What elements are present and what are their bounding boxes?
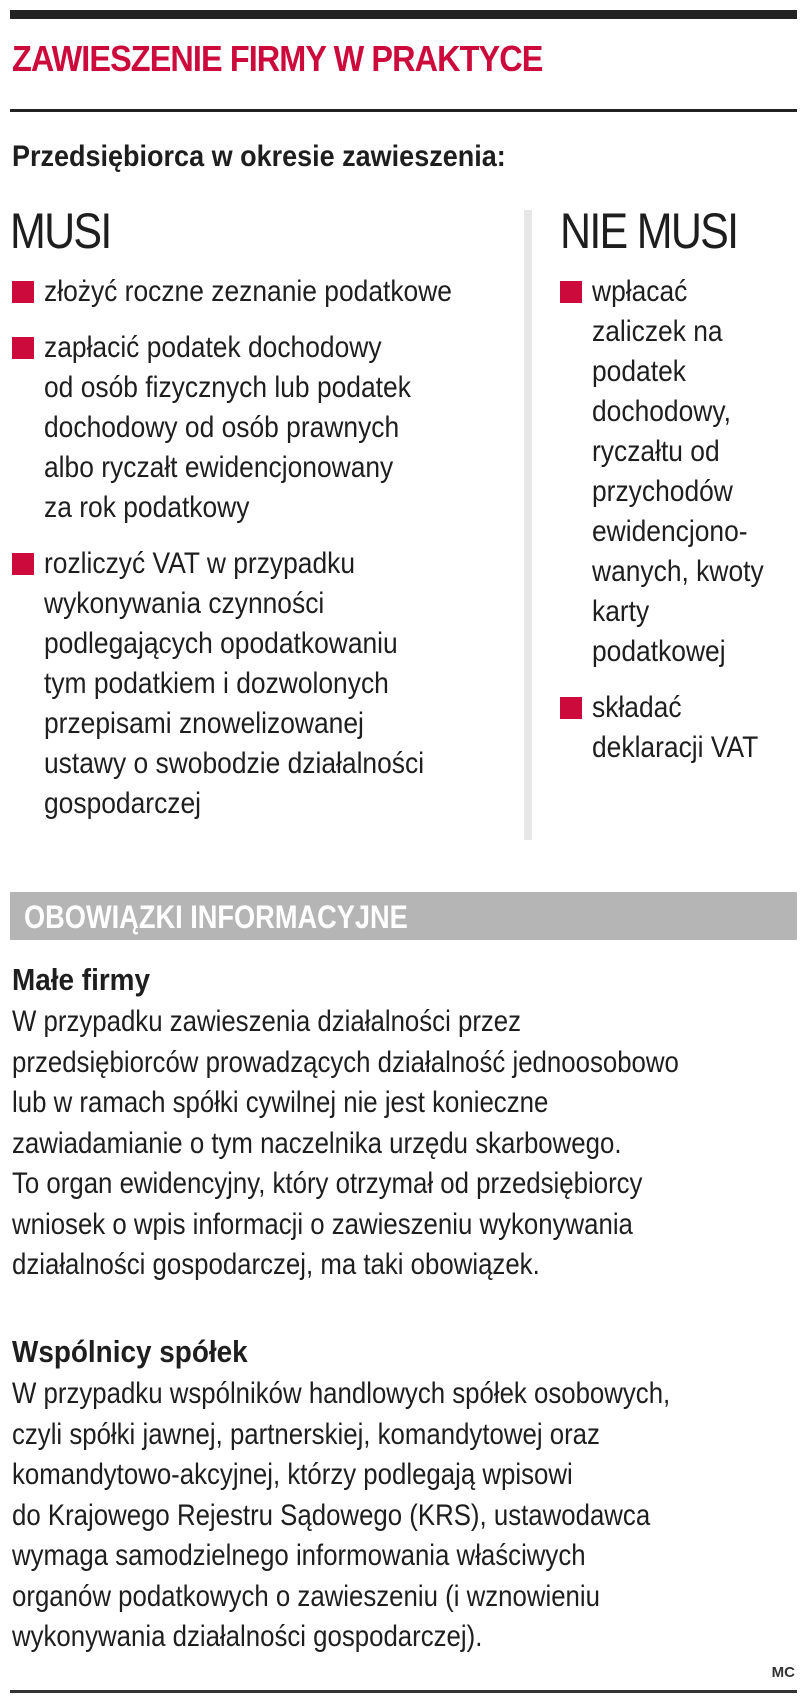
musi-list — [10, 272, 520, 840]
intro-text: Przedsiębiorca w okresie zawieszenia: — [12, 140, 506, 173]
author-credit: MC — [771, 1664, 795, 1681]
list-item-text: wpłacać zaliczek na podatek dochodowy, ryczałtu od przychodów ewidencjono- wanych, kwoty karty podatkowej — [592, 275, 764, 668]
list-item — [558, 272, 803, 672]
section-title: OBOWIĄZKI INFORMACYJNE — [24, 899, 408, 935]
list-item-text: złożyć roczne zeznanie podatkowe — [44, 275, 452, 308]
nie-musi-heading: NIE MUSI — [560, 203, 738, 259]
wspolnicy-title: Wspólnicy spółek — [12, 1334, 248, 1369]
square-bullet-icon — [560, 697, 582, 719]
male-firmy-title: Małe firmy — [12, 962, 151, 997]
list-item — [10, 328, 520, 528]
square-bullet-icon — [12, 553, 34, 575]
musi-heading: MUSI — [10, 203, 111, 259]
list-item-text: zapłacić podatek dochodowy od osób fizycznych lub podatek dochodowy od osób prawnych albo ryczałt ewidencjonowany za rok podatkowy — [44, 331, 411, 524]
nie-musi-list — [558, 272, 803, 784]
list-item-text: składać deklaracji VAT — [592, 691, 759, 764]
column-divider — [524, 210, 532, 840]
list-item — [10, 272, 520, 312]
wspolnicy-text: W przypadku wspólników handlowych spółek osobowych, czyli spółki jawnej, partnerskiej, komandytowej oraz komandytowo-akcyjnej, którzy podlegają wpisowi do Krajowego Rejestru Sądowego (KRS), ustawodawca wymaga samodzielnego informowania właściwych organów podatkowych o zawieszeniu (i wznowieniu wykonywania działalności gospodarczej). — [12, 1377, 671, 1653]
square-bullet-icon — [12, 281, 34, 303]
list-item — [558, 688, 803, 768]
top-rule — [10, 10, 797, 19]
bottom-rule — [10, 1690, 797, 1693]
list-item — [10, 544, 520, 824]
section-header-bar — [10, 892, 797, 940]
title-rule — [10, 109, 797, 112]
square-bullet-icon — [12, 337, 34, 359]
list-item-text: rozliczyć VAT w przypadku wykonywania czynności podlegających opodatkowaniu tym podatkiem i dozwolonych przepisami znowelizowanej ustawy o swobodzie działalności gospodarczej — [44, 547, 425, 820]
square-bullet-icon — [560, 281, 582, 303]
page-title: ZAWIESZENIE FIRMY W PRAKTYCE — [12, 38, 543, 79]
male-firmy-text: W przypadku zawieszenia działalności przez przedsiębiorców prowadzących działalność jednoosobowo lub w ramach spółki cywilnej nie jest konieczne zawiadamianie o tym naczelnika urzędu skarbowego. To organ ewidencyjny, który otrzymał od przedsiębiorcy wniosek o wpis informacji o zawieszeniu wykonywania działalności gospodarczej, ma taki obowiązek. — [12, 1005, 679, 1281]
